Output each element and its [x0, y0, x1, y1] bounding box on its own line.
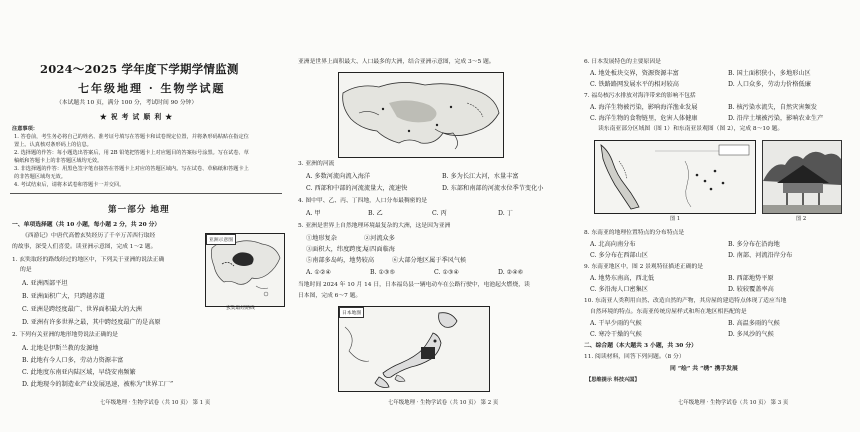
q1-option-d[interactable]: D. 亚洲有许多世界之最，其中跨经度最广的是高原: [22, 319, 161, 326]
note-line: 稿纸和答题卡上的非答题区域均无效。: [14, 158, 103, 164]
q5-option-b[interactable]: B. ①③⑤: [370, 269, 396, 276]
q3-option-b[interactable]: B. 多为长江大河，水量丰富: [442, 173, 519, 180]
southeast-asia-map: [594, 140, 756, 214]
intro-text: 《西游记》中唐代高僧玄奘经历了千辛万苦西行取经: [22, 233, 156, 239]
question-8: 8. 东南亚的地理位置特点的分布特点是: [584, 230, 685, 236]
map-caption: 玄奘取经路线: [226, 306, 255, 311]
map-label: 日本地图: [339, 307, 364, 318]
q7-option-c[interactable]: C. 海洋生物的食物链里，危害人体健康: [590, 115, 698, 122]
intro-text: 当地时间 2024 年 10 月 14 日，日本福岛县一辆电动车在公路行驶中，电池起火燃烧，读: [298, 282, 530, 288]
intro-text: 日本图，完成 6～7 题。: [298, 293, 362, 299]
q4-option-d[interactable]: D. 丁: [498, 210, 513, 217]
q6-option-a[interactable]: A. 地处板块交界，资源资源丰富: [590, 70, 679, 77]
q4-option-c[interactable]: C. 丙: [432, 210, 447, 217]
note-line: 3. 非选择题的作答：用黑色签字笔直接答在答题卡上对应的答题区域内。写在试卷、草稿纸和答题卡上: [14, 166, 249, 172]
q8-option-b[interactable]: B. 多分布在沿海地: [728, 241, 780, 248]
q9-option-b[interactable]: B. 西部地势平原: [728, 275, 774, 282]
question-1: 1. 玄奘取经的路线经过的地区中，下列关于亚洲的说法正确: [12, 257, 165, 263]
q4-option-b[interactable]: B. 乙: [368, 210, 383, 217]
q10-option-a[interactable]: A. 干早少雨的气候: [590, 320, 642, 327]
q1-option-a[interactable]: A. 亚洲西部平坦: [22, 280, 68, 287]
q10-option-b[interactable]: B. 高温多雨的气候: [728, 320, 780, 327]
question-11: 11. 阅读材料，回答下列问题。（8 分）: [584, 354, 685, 360]
q2-option-c[interactable]: C. 此地度东南亚内陆区域，早绕安南频繁: [22, 369, 136, 376]
question-4: 4. 图中甲、乙、丙、丁四地，人口分布最稠密的是: [298, 198, 428, 204]
asia-region-map: [338, 72, 504, 158]
q6-option-b[interactable]: B. 国土面积狭小，多地形山区: [728, 70, 811, 77]
q5-item: ⑥大部分地区属于季风气候: [392, 257, 467, 264]
page-footer: 七年级地理 · 生物学试卷（共 10 页） 第 1 页: [100, 400, 211, 406]
q1-option-c[interactable]: C. 亚洲是跨经度最广、世界面积最大的大洲: [22, 306, 142, 313]
figure-1-caption: 图 1: [670, 216, 681, 222]
exam-subtitle: 七年级地理 · 生物学试题: [78, 82, 226, 95]
notes-heading: 注意事项：: [12, 126, 38, 132]
question-7: 7. 福岛核污水排放对海洋带来的影响不包括: [584, 93, 696, 99]
question-10-cont: 自然环境的特点。东南亚传统房屋样式和所在地区相匹配的是: [590, 309, 747, 315]
stilt-house-photo: [762, 140, 842, 214]
stilt-house-drawing: [763, 141, 841, 213]
q7-option-d[interactable]: D. 沿岸土壤被污染，影响农业生产: [728, 115, 824, 122]
q9-option-c[interactable]: C. 多沿海人口密集区: [590, 286, 648, 293]
note-line: 置上。认真核对条形码上的信息。: [14, 142, 92, 148]
q5-item: ④四面临海: [364, 246, 395, 253]
q8-option-c[interactable]: C. 多分布在西部山区: [590, 252, 648, 259]
question-3: 3. 亚洲的河流: [298, 161, 335, 167]
note-line: 1. 答卷前，考生务必将自己的姓名、准考证号填写在答题卡和试卷规定位置，并将条形码粘贴在指定位: [14, 134, 249, 140]
q5-option-c[interactable]: C. ①③④: [434, 269, 460, 276]
q2-option-d[interactable]: D. 此地现今的制造业产业发展迅速，被称为“世界工厂”: [22, 381, 174, 388]
q5-item: ②河流众多: [364, 235, 395, 242]
page-3: [576, 0, 860, 432]
q4-option-a[interactable]: A. 甲: [306, 210, 321, 217]
material-banner: 同 “绘” 共 “绣” 携手发展: [670, 366, 738, 372]
q5-option-d[interactable]: D. ②④⑥: [498, 269, 524, 276]
q10-option-d[interactable]: D. 多风沙的气候: [728, 331, 774, 338]
good-luck-label: ★ 祝 考 试 顺 利 ★: [100, 113, 173, 121]
q5-option-a[interactable]: A. ①②④: [306, 269, 332, 276]
intro-text: 亚洲是世界上面积最大、人口最多的大洲，结合亚洲示意图，完成 3～5 题。: [298, 59, 495, 65]
q5-item: ①地形复杂: [306, 235, 337, 242]
thinking-tip: 【思维提示 科技兴国】: [586, 377, 640, 383]
intro-text: 读东南亚部分区域图（图 1）和东南亚景观图（图 2），完成 8～10 题。: [598, 126, 784, 132]
exam-title: 2024～2025 学年度下学期学情监测: [40, 62, 239, 76]
q3-option-c[interactable]: C. 西部和中部的河流流量大，流速快: [306, 185, 408, 192]
page-1: [0, 0, 290, 432]
q9-option-a[interactable]: A. 地势东南高，西北低: [590, 275, 655, 282]
q5-item: ⑤南部多岛屿，地势较高: [306, 257, 375, 264]
divider: [10, 193, 282, 194]
intro-text: 的故事，深受人们喜爱。读亚洲示意图，完成 1～2 题。: [12, 244, 157, 250]
q6-option-d[interactable]: D. 人口众多，劳动力价格低廉: [728, 81, 811, 88]
question-2: 2. 下列有关亚洲的地形地势说法正确的是: [12, 332, 118, 338]
question-10: 10. 东南亚人类利用自然、改造自然的产物，其房屋的建造特点体现了适应当地: [584, 298, 787, 304]
question-1-cont: 的是: [20, 267, 32, 273]
part-title: 第一部分 地理: [108, 205, 170, 215]
map-label: 亚洲示意图: [206, 234, 236, 245]
asia-region-drawing: [339, 73, 503, 157]
japan-map-drawing: [339, 307, 489, 391]
q1-option-b[interactable]: B. 亚洲面积广大，只跨越赤道: [22, 293, 105, 300]
q9-option-d[interactable]: D. 较较覆盖率高: [728, 286, 774, 293]
page-footer: 七年级地理 · 生物学试卷（共 10 页） 第 2 页: [388, 400, 499, 406]
note-line: 的非答题区域均无效。: [14, 174, 66, 180]
page-2: [292, 0, 574, 432]
q3-option-d[interactable]: D. 东部和南部的河流水位季节变化小: [442, 185, 544, 192]
q2-option-a[interactable]: A. 北地是伊斯兰教的发源地: [22, 345, 99, 352]
q10-option-c[interactable]: C. 寒冷干燥的气候: [590, 331, 642, 338]
figure-2-caption: 图 2: [796, 216, 807, 222]
q5-item: ③面积大，纬度跨度大: [306, 246, 368, 253]
question-9: 9. 东南亚地区中，图 2 景观特征描述正确的是: [584, 264, 704, 270]
question-6: 6. 日本发展特色的主要原因是: [584, 59, 661, 65]
q7-option-b[interactable]: B. 核污染水流失，自然灾害频发: [728, 104, 817, 111]
note-line: 2. 选择题的作答：每小题选出答案后，用 2B 铅笔把答题卡上对应题目的答案标号涂黑。写在试卷、草: [14, 150, 249, 156]
section-heading: 一、单项选择题（共 10 小题，每小题 2 分，共 20 分）: [12, 222, 161, 228]
q3-option-a[interactable]: A. 多数河流向流入海洋: [306, 173, 371, 180]
section-heading: 二、综合题（本大题共 3 小题，共 30 分）: [584, 343, 697, 349]
q7-option-a[interactable]: A. 海洋生物被污染，影响海洋渔业发展: [590, 104, 698, 111]
southeast-asia-drawing: [595, 141, 755, 213]
q6-option-c[interactable]: C. 铁路路网发展水平的相对较高: [590, 81, 679, 88]
japan-map: [338, 306, 490, 392]
exam-info: （本试题共 10 页，满分 100 分，考试时间 90 分钟）: [56, 100, 198, 106]
note-line: 4. 考试结束后，请将本试卷和答题卡一并交回。: [14, 182, 125, 188]
question-5: 5. 亚洲是世界上自然地理环境最复杂的大洲，这是因为亚洲: [298, 223, 451, 229]
q2-option-b[interactable]: B. 此地有今人口多，劳动力资源丰富: [22, 357, 124, 364]
q8-option-d[interactable]: D. 南部、河流沿岸分布: [728, 252, 793, 259]
q8-option-a[interactable]: A. 北高向南分布: [590, 241, 636, 248]
page-footer: 七年级地理 · 生物学试卷（共 10 页） 第 3 页: [678, 400, 789, 406]
